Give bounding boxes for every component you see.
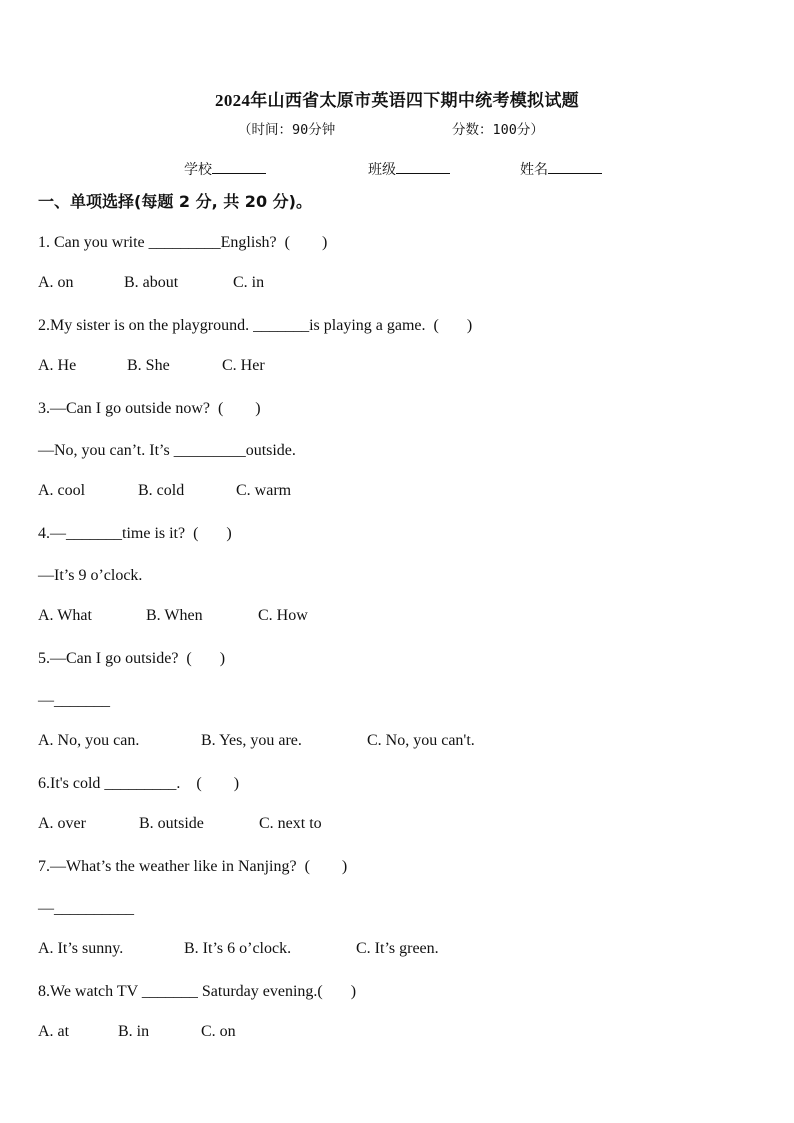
- exam-score: 分数：100分）: [452, 122, 544, 138]
- class-blank: [396, 159, 450, 174]
- question-4-option-b: B. When: [146, 607, 203, 624]
- question-4-option-c: C. How: [258, 607, 308, 624]
- exam-meta: [0, 118, 794, 138]
- question-1-option-c: C. in: [233, 274, 265, 291]
- question-8-option-c: C. on: [201, 1023, 236, 1040]
- question-1-text: 1. Can you write _________English? ( ): [38, 234, 328, 251]
- question-5-option-a: A. No, you can.: [38, 732, 140, 749]
- question-2-option-b: B. She: [127, 357, 170, 374]
- document-title: 2024年山西省太原市英语四下期中统考模拟试题: [215, 91, 579, 110]
- question-5-option-b: B. Yes, you are.: [201, 732, 302, 749]
- question-2-option-c: C. Her: [222, 357, 265, 374]
- question-6-option-a: A. over: [38, 815, 86, 832]
- name-field: [520, 159, 602, 179]
- section-title: 一、单项选择(每题 2 分, 共 20 分)。: [38, 192, 312, 211]
- question-8-option-a: A. at: [38, 1023, 70, 1040]
- question-1-option-b: B. about: [124, 274, 179, 291]
- school-field: [184, 159, 266, 179]
- question-8-option-b: B. in: [118, 1023, 150, 1040]
- name-blank: [548, 159, 602, 174]
- question-4-response: —It’s 9 o’clock.: [38, 567, 143, 584]
- question-6-option-b: B. outside: [139, 815, 204, 832]
- question-3-text: 3.—Can I go outside now? ( ): [38, 400, 261, 417]
- question-3-option-b: B. cold: [138, 482, 185, 499]
- question-7-text: 7.—What’s the weather like in Nanjing? ( ): [38, 858, 348, 875]
- question-6-option-c: C. next to: [259, 815, 322, 832]
- question-3-option-c: C. warm: [236, 482, 292, 499]
- class-label: 班级: [368, 162, 396, 178]
- question-3-response: —No, you can’t. It’s _________outside.: [38, 442, 296, 459]
- school-label: 学校: [184, 162, 212, 178]
- question-2-option-a: A. He: [38, 357, 77, 374]
- question-7-option-b: B. It’s 6 o’clock.: [184, 940, 292, 957]
- question-6-text: 6.It's cold _________. ( ): [38, 775, 240, 792]
- question-4-text: 4.—_______time is it? ( ): [38, 525, 232, 542]
- class-field: [368, 159, 450, 179]
- question-5-option-c: C. No, you can't.: [367, 732, 475, 749]
- name-label: 姓名: [520, 162, 548, 178]
- question-2-text: 2.My sister is on the playground. _______is playing a game. ( ): [38, 317, 473, 334]
- exam-time: （时间：90分钟: [238, 122, 336, 138]
- school-blank: [212, 159, 266, 174]
- question-7-response: —__________: [38, 900, 134, 917]
- student-info-row: [0, 159, 794, 181]
- question-5-response: —_______: [38, 692, 110, 709]
- question-7-option-a: A. It’s sunny.: [38, 940, 124, 957]
- question-3-option-a: A. cool: [38, 482, 86, 499]
- question-4-option-a: A. What: [38, 607, 92, 624]
- question-8-text: 8.We watch TV _______ Saturday evening.( ): [38, 983, 357, 1000]
- question-1-option-a: A. on: [38, 274, 74, 291]
- question-5-text: 5.—Can I go outside? ( ): [38, 650, 226, 667]
- question-7-option-c: C. It’s green.: [356, 940, 439, 957]
